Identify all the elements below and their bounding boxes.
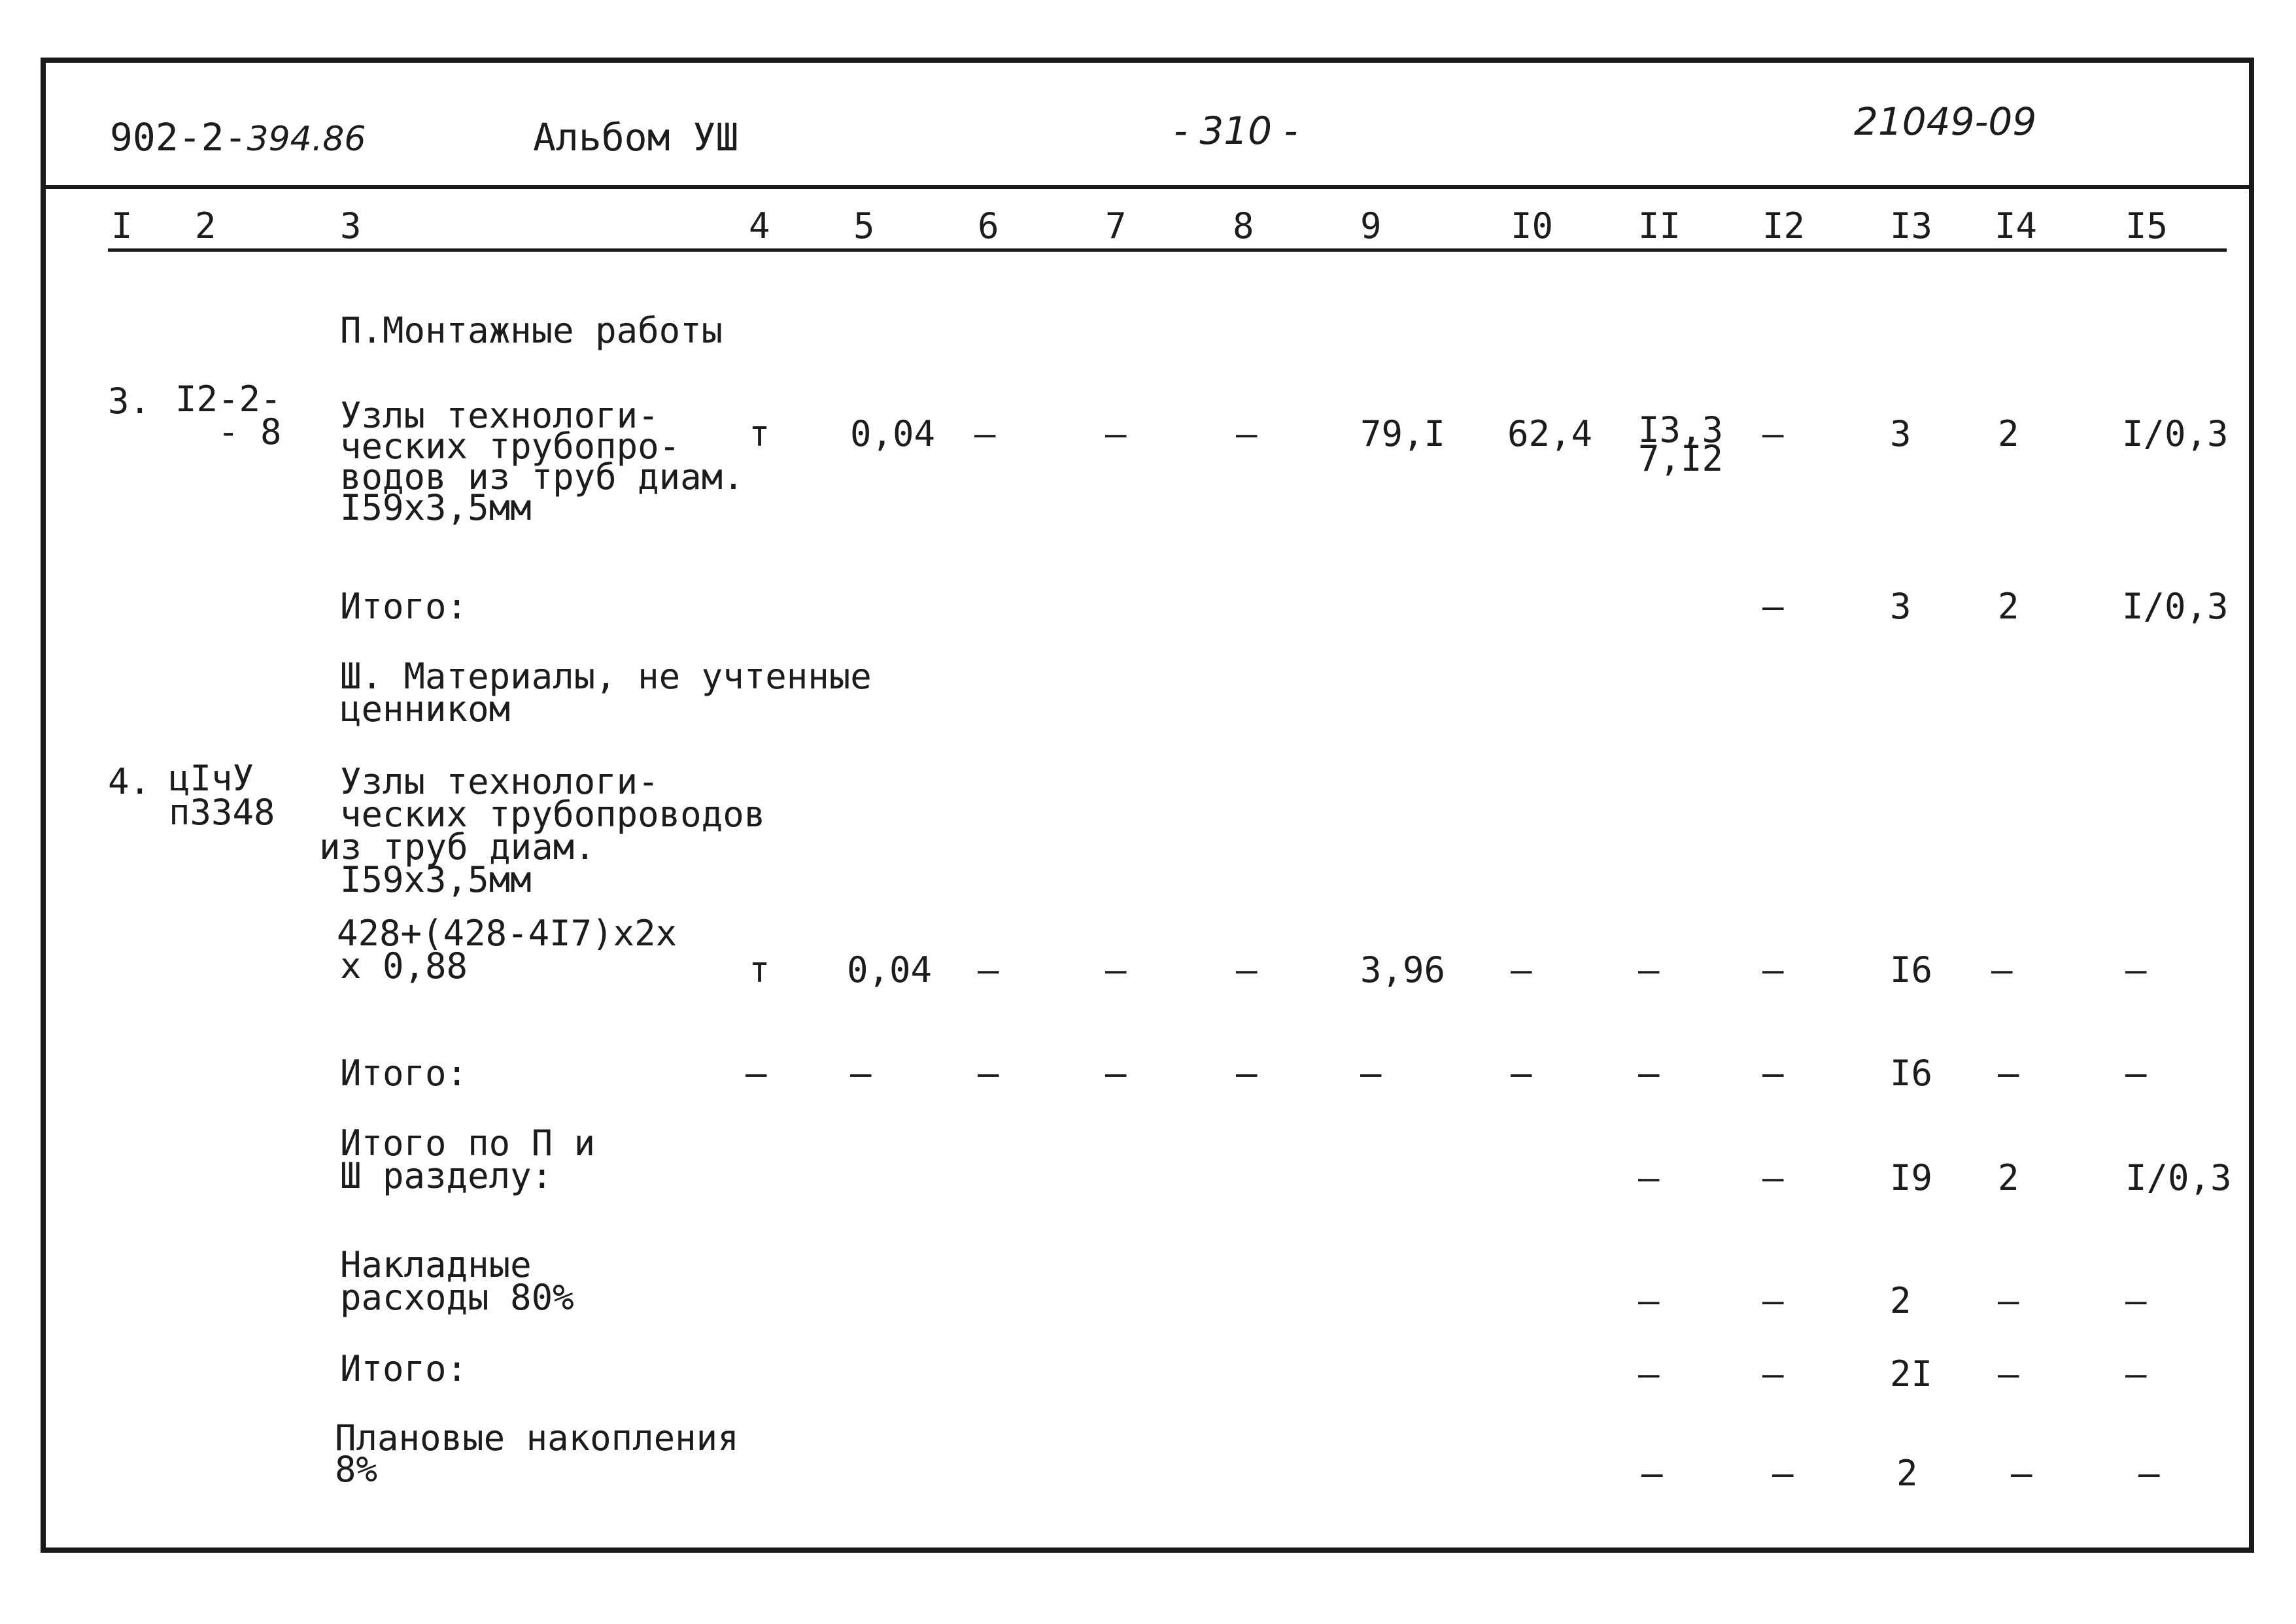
cell-col15: – [2125,1353,2147,1395]
item-name-line: ческих трубопроводов [340,794,766,835]
cell-col14: 2 [1998,1157,2019,1198]
item-name-line: I59x3,5мм [340,859,532,900]
cell-col11: – [1638,1053,1660,1094]
unit: т [749,413,770,454]
cell-col11: – [1638,1157,1660,1198]
cell-col12: – [1762,949,1784,990]
cell-col13: 2 [1890,1280,1911,1321]
section-title: П.Монтажные работы [340,310,723,351]
cell-col14: 2 [1998,586,2019,627]
price-code: I2-2- - 8 [175,379,282,452]
column-number: I2 [1762,205,1806,246]
doc-code-printed: 902-2- [110,115,247,160]
column-number: 7 [1105,205,1127,246]
cell-col15: – [2138,1453,2160,1494]
cell-col11: – [1638,1280,1660,1321]
cell-col13: 3 [1890,586,1911,627]
cell-col4: – [745,1053,767,1094]
column-number: II [1638,205,1681,246]
column-number: I5 [2125,205,2168,246]
cell-col15: – [2125,1280,2147,1321]
cell-col15: – [2125,1053,2147,1094]
cell-col11: – [1638,949,1660,990]
cell-col7: – [1105,1053,1127,1094]
cell-col6: — [974,413,996,454]
cell-col9: 3,96 [1360,949,1446,990]
formula-line: 428+(428-4I7)x2x [337,913,677,954]
cell-col10: 62,4 [1507,413,1593,454]
column-number: I0 [1511,205,1554,246]
unit: т [749,949,770,990]
cell-col8: – [1236,413,1258,454]
column-number: 2 [195,205,216,246]
column-number: I4 [1995,205,2038,246]
column-header-rule [108,248,2227,252]
overhead-label: Накладные расходы 80% [340,1244,574,1318]
cell-col8: – [1236,1053,1258,1094]
total-label: Итого: [340,586,468,627]
total-label: Итого: [340,1053,468,1094]
column-number: 3 [340,205,362,246]
column-number: I [111,205,133,246]
album-label: Альбом УШ [533,115,739,160]
item-name-line: Узлы технологи- [340,761,659,802]
cell-col12: – [1772,1453,1794,1494]
total-label: Итого по П и Ш разделу: [340,1123,596,1196]
cell-col13: I6 [1890,949,1933,990]
total-label: Итого: [340,1348,468,1389]
cell-col8: – [1236,949,1258,990]
cell-col13: 3 [1890,413,1911,454]
cell-col9: 79,I [1360,413,1446,454]
cell-col12: – [1762,1353,1784,1395]
section-title: Ш. Материалы, не учтенные ценником [340,656,872,730]
column-number: 9 [1360,205,1382,246]
cell-col14: – [2011,1453,2032,1494]
cell-col11: – [1641,1453,1663,1494]
cell-col6: – [978,949,999,990]
cell-col14: – [1998,1053,2019,1094]
cell-col10: – [1511,949,1532,990]
page-number: - 310 - [1174,109,1298,153]
cell-col13: I9 [1890,1157,1933,1198]
doc-code [110,115,366,160]
quantity: 0,04 [847,949,933,990]
cell-col7: – [1105,413,1127,454]
cell-col14: 2 [1998,413,2019,454]
cell-col5: – [850,1053,872,1094]
cell-col14: – [1998,1280,2019,1321]
column-number: 5 [853,205,875,246]
cell-col10: – [1511,1053,1532,1094]
price-code: цIчУ п3348 [169,758,275,833]
cell-col11: I3,3 7,I2 [1638,409,1724,479]
row-number: 3. [108,381,151,422]
cell-col12: – [1762,586,1784,627]
header-rule [46,185,2250,189]
cell-col9: – [1360,1053,1382,1094]
cell-col15: – [2125,949,2147,990]
cell-col6: – [978,1053,999,1094]
doc-code-handwritten: 394.86 [247,120,366,159]
item-name-line: из труб диам. [319,826,596,868]
cell-col13: 2 [1896,1453,1918,1494]
cell-col14: – [1998,1353,2019,1395]
cell-col13: 2I [1890,1353,1933,1395]
column-number: 8 [1233,205,1254,246]
column-number: I3 [1890,205,1933,246]
cell-col11: – [1638,1353,1660,1395]
column-number: 4 [749,205,770,246]
cell-col14: – [1991,949,2013,990]
doc-number: 21049-09 [1854,99,2037,144]
item-name: Узлы технологи- ческих трубопро- водов из труб диам. I59x3,5мм [340,395,744,528]
cell-col15: I/0,3 [2122,586,2229,627]
formula-line: x 0,88 [340,945,468,987]
row-number: 4. [108,761,151,802]
cell-col7: – [1105,949,1127,990]
cell-col12: – [1762,413,1784,454]
cell-col12: – [1762,1280,1784,1321]
cell-col13: I6 [1890,1053,1933,1094]
cell-col15: I/0,3 [2122,413,2229,454]
column-number: 6 [978,205,999,246]
cell-col15: I/0,3 [2125,1157,2232,1198]
cell-col12: – [1762,1053,1784,1094]
quantity: 0,04 [850,413,936,454]
planned-savings-label: Плановые накопления 8% [335,1417,739,1490]
cell-col12: – [1762,1157,1784,1198]
